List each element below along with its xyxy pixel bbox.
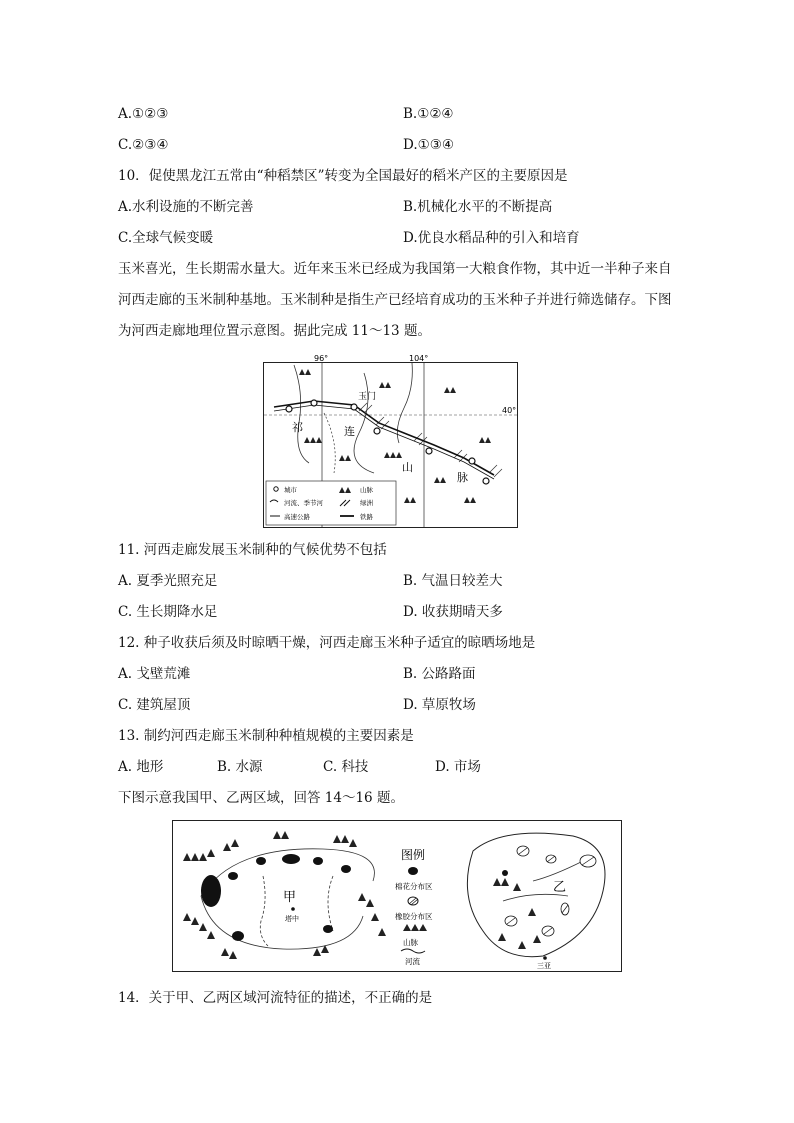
q12-option-a: A. 戈壁荒滩 [118, 666, 191, 682]
q13-option-c: C. 科技 [323, 759, 369, 775]
label-range-shan: 山 [402, 461, 413, 474]
legend-city: 城市 [284, 486, 297, 494]
legend-railway: 铁路 [360, 513, 373, 521]
q10-option-b: B.机械化水平的不断提高 [403, 199, 553, 215]
q10-option-c: C.全球气候变暖 [118, 230, 214, 246]
label-range-lian: 连 [344, 425, 355, 438]
label-lat-40: 40° [502, 406, 517, 415]
q13-option-d: D. 市场 [435, 759, 481, 775]
city-tazhong-dot [291, 907, 295, 911]
q12-option-d: D. 草原牧场 [403, 697, 476, 713]
river-2 [354, 373, 377, 473]
legend-highway: 高速公路 [284, 513, 310, 521]
legend-oasis: 绿洲 [360, 499, 373, 507]
q13-option-a: A. 地形 [118, 759, 164, 775]
legend-river-2: 河流 [405, 957, 420, 966]
q12-option-b: B. 公路路面 [403, 666, 476, 682]
tarim-river [260, 876, 268, 946]
seasonal-river-a [328, 876, 333, 931]
passage-hexi-corridor: 玉米喜光，生长期需水量大。近年来玉米已经成为我国第一大粮食作物，其中近一半种子来自河西走廊的玉米制种基地。玉米制种是指生产已经培育成功的玉米种子并进行筛选储存。下图为河西走廊地理位置示意图。据此完成 11～13 题。 [118, 261, 672, 339]
seasonal-river [324, 413, 335, 473]
q11-option-c: C. 生长期降水足 [118, 604, 218, 620]
q9-option-d: D.①③④ [403, 137, 454, 153]
q14-stem: 14．关于甲、乙两区域河流特征的描述，不正确的是 [118, 990, 433, 1006]
regions-map-svg [173, 821, 621, 971]
q9-option-c: C.②③④ [118, 137, 169, 153]
map2-legend-title: 图例 [401, 848, 426, 862]
cotton-area-b [502, 870, 508, 876]
label-lon-96: 96° [314, 354, 329, 363]
city-sanya-dot [543, 956, 547, 960]
legend-river-symbol-2 [401, 949, 425, 953]
q9-option-b: B.①②④ [403, 106, 454, 122]
q9-option-a: A.①②③ [118, 106, 169, 122]
legend-mountain-2: 山脉 [403, 938, 418, 947]
label-sanya: 三亚 [537, 962, 551, 970]
q11-option-b: B. 气温日较差大 [403, 573, 503, 589]
legend-mountain: 山脉 [360, 486, 373, 494]
q10-stem: 10．促使黑龙江五常由“种稻禁区”转变为全国最好的稻米产区的主要原因是 [118, 168, 568, 184]
q10-option-a: A.水利设施的不断完善 [118, 199, 254, 215]
intro-map2: 下图示意我国甲、乙两区域，回答 14～16 题。 [118, 790, 404, 806]
legend-cotton-symbol [408, 867, 418, 875]
legend-mountain-symbol-2 [403, 924, 427, 931]
q13-option-b: B. 水源 [217, 759, 263, 775]
legend-city-symbol [274, 487, 278, 491]
basin-outline-south [201, 896, 363, 949]
q10-option-d: D.优良水稻品种的引入和培育 [403, 230, 580, 246]
label-region-yi: 乙 [553, 880, 567, 895]
hexi-corridor-map [263, 354, 518, 528]
q12-stem: 12. 种子收获后须及时晾晒干燥，河西走廊玉米种子适宜的晾晒场地是 [118, 635, 536, 651]
q12-option-c: C. 建筑屋顶 [118, 697, 191, 713]
river-1 [294, 365, 309, 463]
label-region-jia: 甲 [283, 890, 297, 905]
q11-option-d: D. 收获期晴天多 [403, 604, 503, 620]
label-tazhong: 塔中 [285, 915, 299, 923]
legend-river: 河流、季节河 [284, 499, 323, 507]
regions-map [172, 820, 622, 972]
label-yumen: 玉门 [358, 392, 377, 402]
q13-stem: 13. 制约河西走廊玉米制种种植规模的主要因素是 [118, 728, 414, 744]
legend-rubber: 橡胶分布区 [395, 912, 433, 921]
hexi-corridor-map-svg [264, 354, 517, 527]
label-range-qi: 祁 [292, 421, 303, 434]
legend-cotton: 棉花分布区 [395, 882, 433, 891]
label-range-mai: 脉 [457, 471, 468, 484]
q11-stem: 11. 河西走廊发展玉米制种的气候优势不包括 [118, 542, 387, 558]
q11-option-a: A. 夏季光照充足 [118, 573, 218, 589]
label-lon-104: 104° [409, 354, 429, 363]
